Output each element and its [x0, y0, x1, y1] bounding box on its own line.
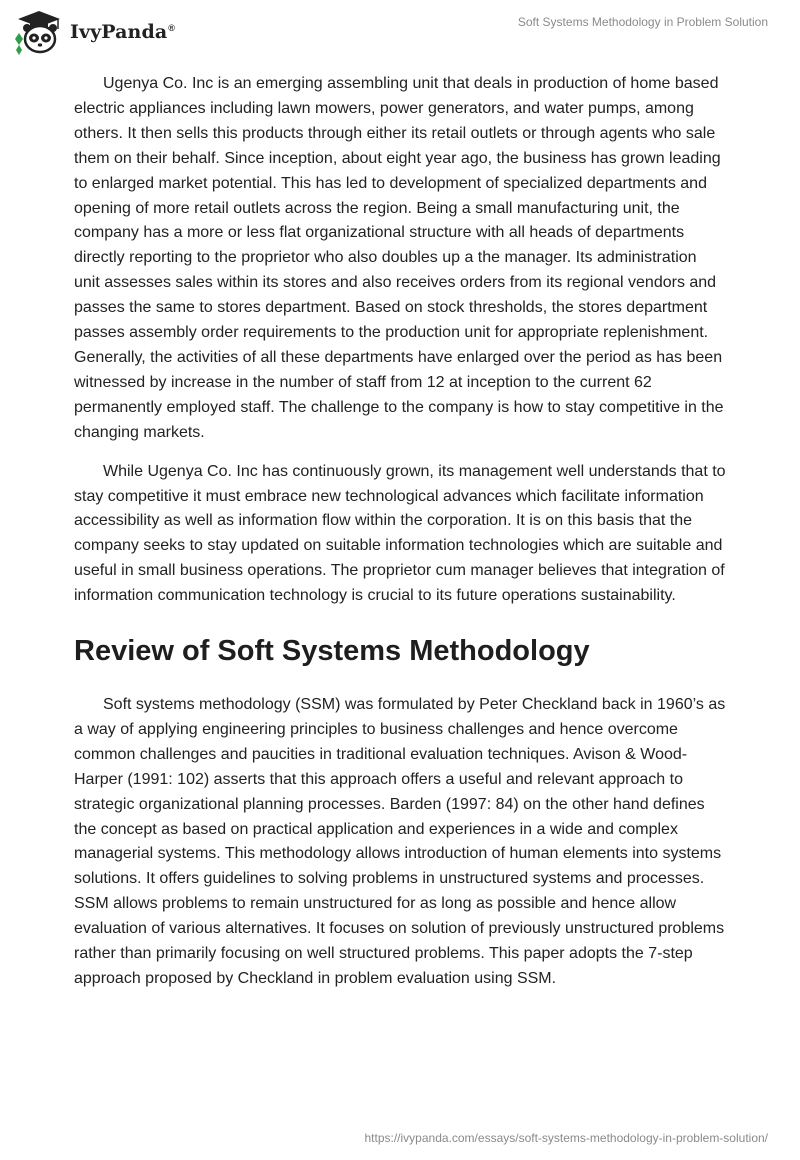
source-url[interactable]: https://ivypanda.com/essays/soft-systems-methodology-in-problem-solution/ [364, 1131, 768, 1145]
essay-content [74, 72, 726, 1006]
page-title: Soft Systems Methodology in Problem Solution [517, 15, 768, 29]
paragraph: Soft systems methodology (SSM) was formulated by Peter Checkland back in 1960’s as a way of applying engineering principles to business challenges and hence overcome common challenges and paucities in traditional evaluation techniques. Avison & Wood-Harper (1991: 102) asserts that this approach offers a useful and relevant approach to strategic organizational planning processes. Barden (1997: 84) on the other hand defines the concept as based on practical application and experiences in a wide and complex managerial systems. This methodology allows introduction of human elements into systems solutions. It offers guidelines to solving problems in unstructured systems and processes. SSM allows problems to remain unstructured for as long as possible and hence allow evaluation of various alternatives. It focuses on solution of previously unstructured problems rather than primarily focusing on well structured problems. This paper adopts the 7-step approach proposed by Checkland in problem evaluation using SSM. [74, 696, 726, 987]
paragraph: While Ugenya Co. Inc has continuously grown, its management well understands that to stay competitive it must embrace new technological advances which facilitate information accessibility as well as information flow within the corporation. It is on this basis that the company seeks to stay updated on suitable information technologies which are suitable and useful in small business operations. The proprietor cum manager believes that integration of information communication technology is crucial to its future operations sustainability. [74, 462, 726, 605]
panda-logo-icon [14, 9, 64, 55]
page-header [0, 0, 800, 64]
logo-wordmark: IvyPanda® [70, 21, 176, 43]
ivypanda-logo[interactable] [14, 9, 175, 55]
paragraph: Ugenya Co. Inc is an emerging assembling unit that deals in production of home based electric appliances including lawn mowers, power generators, and water pumps, among others. It then sells this products through either its retail outlets or through agents who sale them on their behalf. Since inception, about eight year ago, the business has grown leading to enlarged market potential. This has led to development of specialized departments and opening of more retail outlets across the region. Being a small manufacturing unit, the company has a more or less flat organizational structure with all heads of departments directly reporting to the proprietor who also doubles up a the manager. Its administration unit assesses sales within its stores and also receives orders from its regional vendors and passes the same to stores department. Based on stock thresholds, the stores department passes assembly order requirements to the production unit for appropriate replenishment. Generally, the activities of all these departments have enlarged over the period as has been witnessed by increase in the number of staff from 12 at inception to the current 62 permanently employed staff. The challenge to the company is how to stay competitive in the changing markets. [74, 75, 724, 441]
section-heading: Review of Soft Systems Methodology [74, 635, 590, 668]
